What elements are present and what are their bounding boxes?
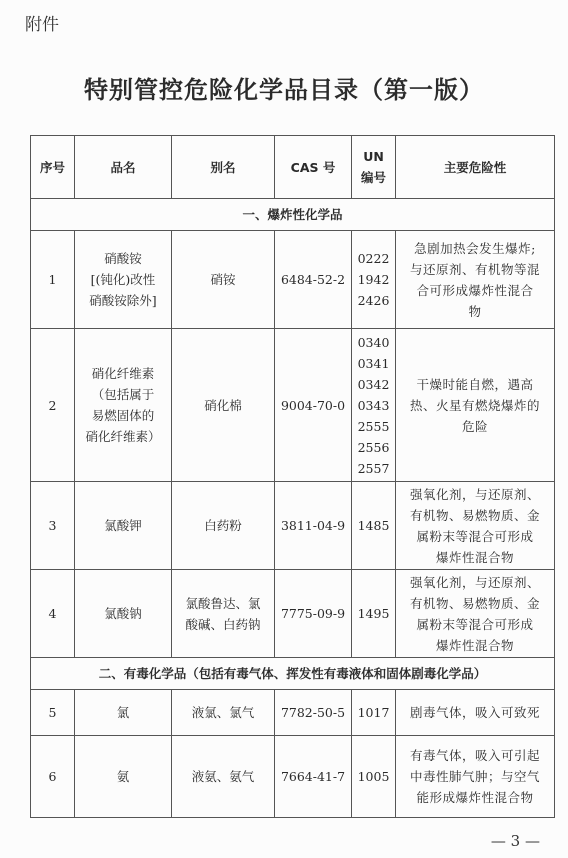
table-row xyxy=(31,231,555,329)
hazard-line: 物 xyxy=(468,303,482,319)
name-line: 氯酸钠 xyxy=(104,606,142,621)
un-number: 0341 xyxy=(357,355,390,371)
alias-line: 硝铵 xyxy=(210,272,236,287)
header-un-bottom: 编号 xyxy=(360,170,386,185)
cell-alias xyxy=(172,231,275,329)
chemicals-table xyxy=(30,135,555,818)
cell-hazard xyxy=(396,231,555,329)
hazard-line: 干燥时能自燃，遇高 xyxy=(416,376,534,392)
attachment-label: 附件 xyxy=(25,15,59,35)
un-number: 1005 xyxy=(357,769,390,784)
cell-alias xyxy=(172,570,275,658)
document-title: 特别管控危险化学品目录（第一版） xyxy=(84,76,484,104)
cell-hazard xyxy=(396,329,555,482)
hazard-line: 属粉末等混合可形成 xyxy=(416,616,534,632)
section-row xyxy=(31,199,555,231)
un-number: 1942 xyxy=(357,272,390,287)
hazard-line: 爆炸性混合物 xyxy=(435,637,514,653)
cell-seq: 6 xyxy=(31,736,75,818)
hazard-line: 剧毒气体，吸入可致死 xyxy=(409,705,540,720)
cell-name xyxy=(75,329,172,482)
table-row xyxy=(31,329,555,482)
cell-name xyxy=(75,690,172,736)
cell-seq: 4 xyxy=(31,570,75,658)
table-row xyxy=(31,570,555,658)
alias-line: 酸碱、白药钠 xyxy=(185,616,261,632)
un-number: 0222 xyxy=(357,251,390,266)
un-number: 2556 xyxy=(357,439,390,455)
section-row xyxy=(31,658,555,690)
name-line: 氯 xyxy=(116,705,130,720)
cell-name xyxy=(75,736,172,818)
un-number: 1485 xyxy=(357,518,390,533)
cell-hazard xyxy=(396,690,555,736)
header-name: 品名 xyxy=(75,136,172,199)
un-number: 0342 xyxy=(357,376,390,392)
hazard-line: 强氧化剂，与还原剂、 xyxy=(409,486,540,502)
name-line: [(钝化)改性 xyxy=(90,272,156,287)
cell-cas: 3811-04-9 xyxy=(275,482,352,570)
un-number: 0343 xyxy=(357,397,390,413)
name-line: 氯酸钾 xyxy=(104,518,142,533)
name-line: （包括属于 xyxy=(91,387,155,402)
cell-un xyxy=(352,690,396,736)
cell-seq: 1 xyxy=(31,231,75,329)
un-number: 1495 xyxy=(357,606,390,621)
cell-cas: 7775-09-9 xyxy=(275,570,352,658)
cell-alias xyxy=(172,690,275,736)
cell-hazard xyxy=(396,570,555,658)
alias-line: 氯酸鲁达、氯 xyxy=(185,595,261,611)
cell-hazard xyxy=(396,482,555,570)
section-title: 一、爆炸性化学品 xyxy=(31,199,555,231)
alias-line: 液氨、氨气 xyxy=(191,769,255,784)
name-line: 硝酸铵 xyxy=(104,251,142,266)
cell-un xyxy=(352,482,396,570)
header-un-top: UN xyxy=(363,149,384,164)
header-hazard: 主要危险性 xyxy=(396,136,555,199)
hazard-line: 强氧化剂，与还原剂、 xyxy=(409,574,540,590)
cell-name xyxy=(75,482,172,570)
name-line: 硝酸铵除外] xyxy=(89,293,157,308)
un-number: 0340 xyxy=(357,334,390,350)
header-seq: 序号 xyxy=(31,136,75,199)
header-un xyxy=(352,136,396,199)
cell-seq: 2 xyxy=(31,329,75,482)
hazard-line: 合可形成爆炸性混合 xyxy=(416,282,534,298)
page-number: — 3 — xyxy=(490,832,540,850)
table-row xyxy=(31,736,555,818)
alias-line: 液氯、氯气 xyxy=(191,705,255,720)
name-line: 氨 xyxy=(116,769,130,784)
cell-un xyxy=(352,736,396,818)
hazard-line: 能形成爆炸性混合物 xyxy=(416,790,534,805)
header-alias: 别名 xyxy=(172,136,275,199)
cell-alias xyxy=(172,482,275,570)
cell-hazard xyxy=(396,736,555,818)
cell-cas: 6484-52-2 xyxy=(275,231,352,329)
cell-alias xyxy=(172,736,275,818)
cell-cas: 9004-70-0 xyxy=(275,329,352,482)
hazard-line: 有毒气体，吸入可引起 xyxy=(409,748,540,763)
header-cas: CAS 号 xyxy=(275,136,352,199)
un-number: 2555 xyxy=(357,418,390,434)
hazard-line: 中毒性肺气肿；与空气 xyxy=(409,769,540,784)
hazard-line: 与还原剂、有机物等混 xyxy=(409,261,540,277)
table-row xyxy=(31,690,555,736)
cell-cas: 7782-50-5 xyxy=(275,690,352,736)
cell-un xyxy=(352,231,396,329)
un-number: 2557 xyxy=(357,460,390,476)
name-line: 硝化纤维素 xyxy=(91,366,155,381)
cell-un xyxy=(352,329,396,482)
table-row xyxy=(31,482,555,570)
section-title: 二、有毒化学品（包括有毒气体、挥发性有毒液体和固体剧毒化学品） xyxy=(31,658,555,690)
cell-name xyxy=(75,231,172,329)
name-line: 硝化纤维素） xyxy=(85,429,161,444)
un-number: 1017 xyxy=(357,705,390,720)
hazard-line: 热、火星有燃烧爆炸的 xyxy=(409,397,540,413)
alias-line: 白药粉 xyxy=(204,518,242,533)
name-line: 易燃固体的 xyxy=(91,408,155,423)
hazard-line: 有机物、易燃物质、金 xyxy=(409,507,540,523)
un-number: 2426 xyxy=(357,293,390,308)
cell-seq: 3 xyxy=(31,482,75,570)
alias-line: 硝化棉 xyxy=(204,397,242,413)
hazard-line: 急剧加热会发生爆炸; xyxy=(414,240,536,256)
cell-cas: 7664-41-7 xyxy=(275,736,352,818)
cell-alias xyxy=(172,329,275,482)
cell-seq: 5 xyxy=(31,690,75,736)
hazard-line: 有机物、易燃物质、金 xyxy=(409,595,540,611)
hazard-line: 危险 xyxy=(461,418,488,434)
table-header-row xyxy=(31,136,555,199)
hazard-line: 爆炸性混合物 xyxy=(435,549,514,565)
hazard-line: 属粉末等混合可形成 xyxy=(416,528,534,544)
cell-un xyxy=(352,570,396,658)
cell-name xyxy=(75,570,172,658)
